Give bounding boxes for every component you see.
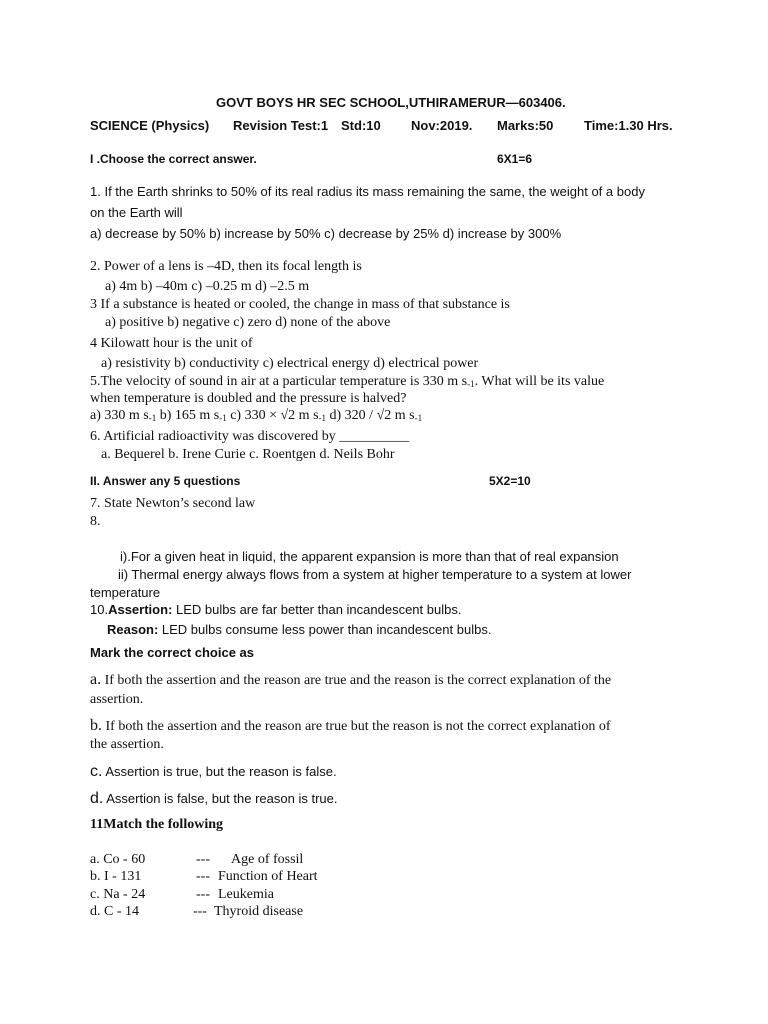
match-right-c: Leukemia: [218, 887, 274, 902]
match-sep-d: ---: [193, 904, 207, 919]
q1-options: a) decrease by 50% b) increase by 50% c) decrease by 25% d) increase by 300%: [90, 226, 562, 241]
q2-text: 2. Power of a lens is –4D, then its focal length is: [90, 259, 362, 274]
q3-options: a) positive b) negative c) zero d) none of the above: [105, 315, 391, 330]
q9-statement-ii: ii) Thermal energy always flows from a system at higher temperature to a system at lower: [118, 567, 632, 582]
subject: SCIENCE (Physics): [90, 118, 210, 133]
school-name: GOVT BOYS HR SEC SCHOOL,UTHIRAMERUR—603406.: [216, 95, 566, 110]
section2-marks: 5X2=10: [489, 474, 531, 488]
q10-assertion: 10.Assertion: LED bulbs are far better than incandescent bulbs.: [90, 602, 462, 617]
exam-date: Nov:2019.: [411, 118, 473, 133]
q9-statement-i: i).For a given heat in liquid, the apparent expansion is more than that of real expansion: [120, 549, 619, 564]
match-right-b: Function of Heart: [218, 869, 318, 884]
choice-a: a. If both the assertion and the reason are true and the reason is the correct explanation of the: [90, 671, 612, 688]
standard: Std:10: [341, 118, 381, 133]
q2-options: a) 4m b) –40m c) –0.25 m d) –2.5 m: [105, 279, 310, 294]
match-left-d: d. C - 14: [90, 904, 139, 919]
q4-options: a) resistivity b) conductivity c) electrical energy d) electrical power: [101, 356, 479, 371]
q10-reason: Reason: LED bulbs consume less power than incandescent bulbs.: [107, 622, 492, 637]
match-left-a: a. Co - 60: [90, 852, 146, 867]
q5-options: a) 330 m $s_{-1}$ b) 165 m $s_{-1}$ c) 330 × √2 m $s_{-1}$ d) 320 / √2 m $s_{-1}$: [90, 408, 423, 423]
choice-d: d. Assertion is false, but the reason is true.: [90, 790, 338, 807]
match-right-d: Thyroid disease: [214, 904, 304, 919]
exam-time: Time:1.30 Hrs.: [584, 118, 673, 133]
q11-title: 11Match the following: [90, 817, 223, 832]
q7-text: 7. State Newton’s second law: [90, 496, 256, 511]
q4-text: 4 Kilowatt hour is the unit of: [90, 336, 253, 351]
section1-title: I .Choose the correct answer.: [90, 152, 257, 166]
section1-marks: 6X1=6: [497, 152, 533, 166]
q6-text: 6. Artificial radioactivity was discovered by __________: [90, 429, 410, 444]
match-sep-c: ---: [196, 887, 210, 902]
q1-line2: on the Earth will: [90, 205, 183, 220]
q6-options: a. Bequerel b. Irene Curie c. Roentgen d. Neils Bohr: [101, 447, 395, 462]
q3-text: 3 If a substance is heated or cooled, the change in mass of that substance is: [90, 297, 510, 312]
choice-b: b. If both the assertion and the reason are true but the reason is not the correct explanation of: [90, 717, 611, 734]
match-left-c: c. Na - 24: [90, 887, 146, 902]
mark-choice-heading: Mark the correct choice as: [90, 645, 255, 660]
choice-c: c. Assertion is true, but the reason is false.: [90, 763, 337, 780]
section2-title: II. Answer any 5 questions: [90, 474, 241, 488]
q9-statement-ii-cont: temperature: [90, 585, 161, 600]
match-sep-b: ---: [196, 869, 210, 884]
q8-number: 8.: [90, 514, 101, 529]
q5-line1: 5.The velocity of sound in air at a particular temperature is 330 m $s_{-1}$. What will be its value: [90, 374, 605, 389]
match-right-a: Age of fossil: [231, 852, 304, 867]
match-sep-a: ---: [196, 852, 210, 867]
total-marks: Marks:50: [497, 118, 554, 133]
test-name: Revision Test:1: [233, 118, 329, 133]
choice-a-cont: assertion.: [90, 692, 144, 707]
q1-line1: 1. If the Earth shrinks to 50% of its real radius its mass remaining the same, the weight of a body: [90, 184, 645, 199]
match-left-b: b. I - 131: [90, 869, 142, 884]
choice-b-cont: the assertion.: [90, 737, 164, 752]
q5-line2: when temperature is doubled and the pressure is halved?: [90, 391, 407, 406]
